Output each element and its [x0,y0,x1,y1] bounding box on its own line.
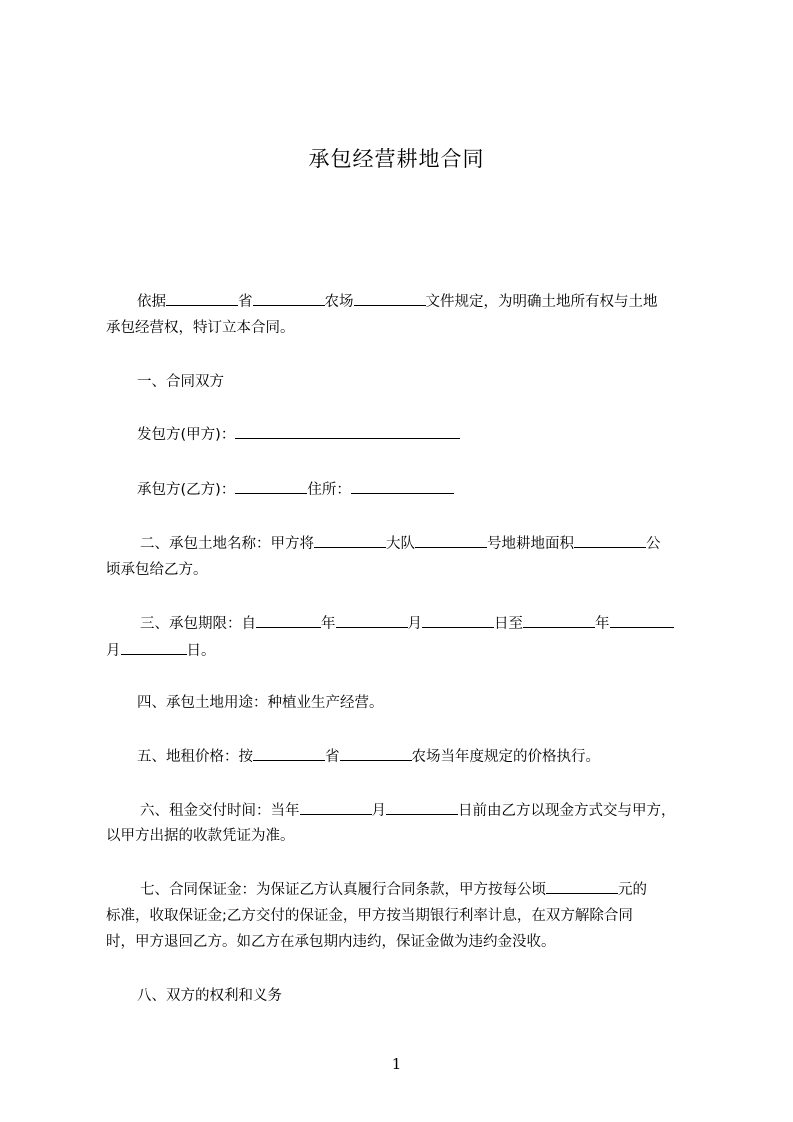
blank-line [336,613,408,628]
section-2-line-2: 顷承包给乙方。 [106,562,208,578]
section-8-heading: 八、双方的权利和义务 [137,988,282,1004]
blank-line [253,746,325,761]
intro-line-2: 承包经营权，特订立本合同。 [106,320,295,336]
blank-line [610,613,674,628]
document-title: 承包经营耕地合同 [308,147,485,171]
blank-line [354,291,426,306]
blank-line [574,533,646,548]
section-3-line-1: 三、承包期限：自 年 月 日至 年 [140,613,674,634]
section-5-line: 五、地租价格：按 省 农场当年度规定的价格执行。 [137,746,600,767]
section-7-line-2: 标准，收取保证金;乙方交付的保证金，甲方按当期银行利率计息，在双方解除合同 [106,908,633,924]
blank-line [235,424,460,439]
blank-line [256,613,321,628]
party-a-line: 发包方(甲方)： [137,424,460,445]
section-3-line-2: 月 日。 [106,640,216,661]
blank-line [121,640,187,655]
intro-line-1: 依据 省 农场 文件规定，为明确土地所有权与土地 [137,291,658,312]
blank-line [166,291,238,306]
section-7-line-1: 七、合同保证金：为保证乙方认真履行合同条款，甲方按每公顷 元的 [140,879,647,900]
blank-line [546,879,618,894]
section-6-line-2: 以甲方出据的收款凭证为准。 [106,828,295,844]
blank-line [386,800,458,815]
blank-line [235,479,307,494]
blank-line [523,613,595,628]
blank-line [422,613,494,628]
blank-line [351,479,454,494]
page-number: 1 [391,1055,402,1073]
section-4-line: 四、承包土地用途：种植业生产经营。 [137,695,384,711]
section-1-heading: 一、合同双方 [137,374,224,390]
section-6-line-1: 六、租金交付时间：当年 月 日前由乙方以现金方式交与甲方， [140,800,676,821]
section-2-line-1: 二、承包土地名称：甲方将 大队 号地耕地面积 公 [140,533,661,554]
party-b-line: 承包方(乙方)： 住所： [137,479,454,500]
blank-line [253,291,325,306]
blank-line [415,533,487,548]
blank-line [314,533,386,548]
section-7-line-3: 时，甲方退回乙方。如乙方在承包期内违约，保证金做为违约金没收。 [106,934,556,950]
blank-line [340,746,412,761]
blank-line [300,800,372,815]
